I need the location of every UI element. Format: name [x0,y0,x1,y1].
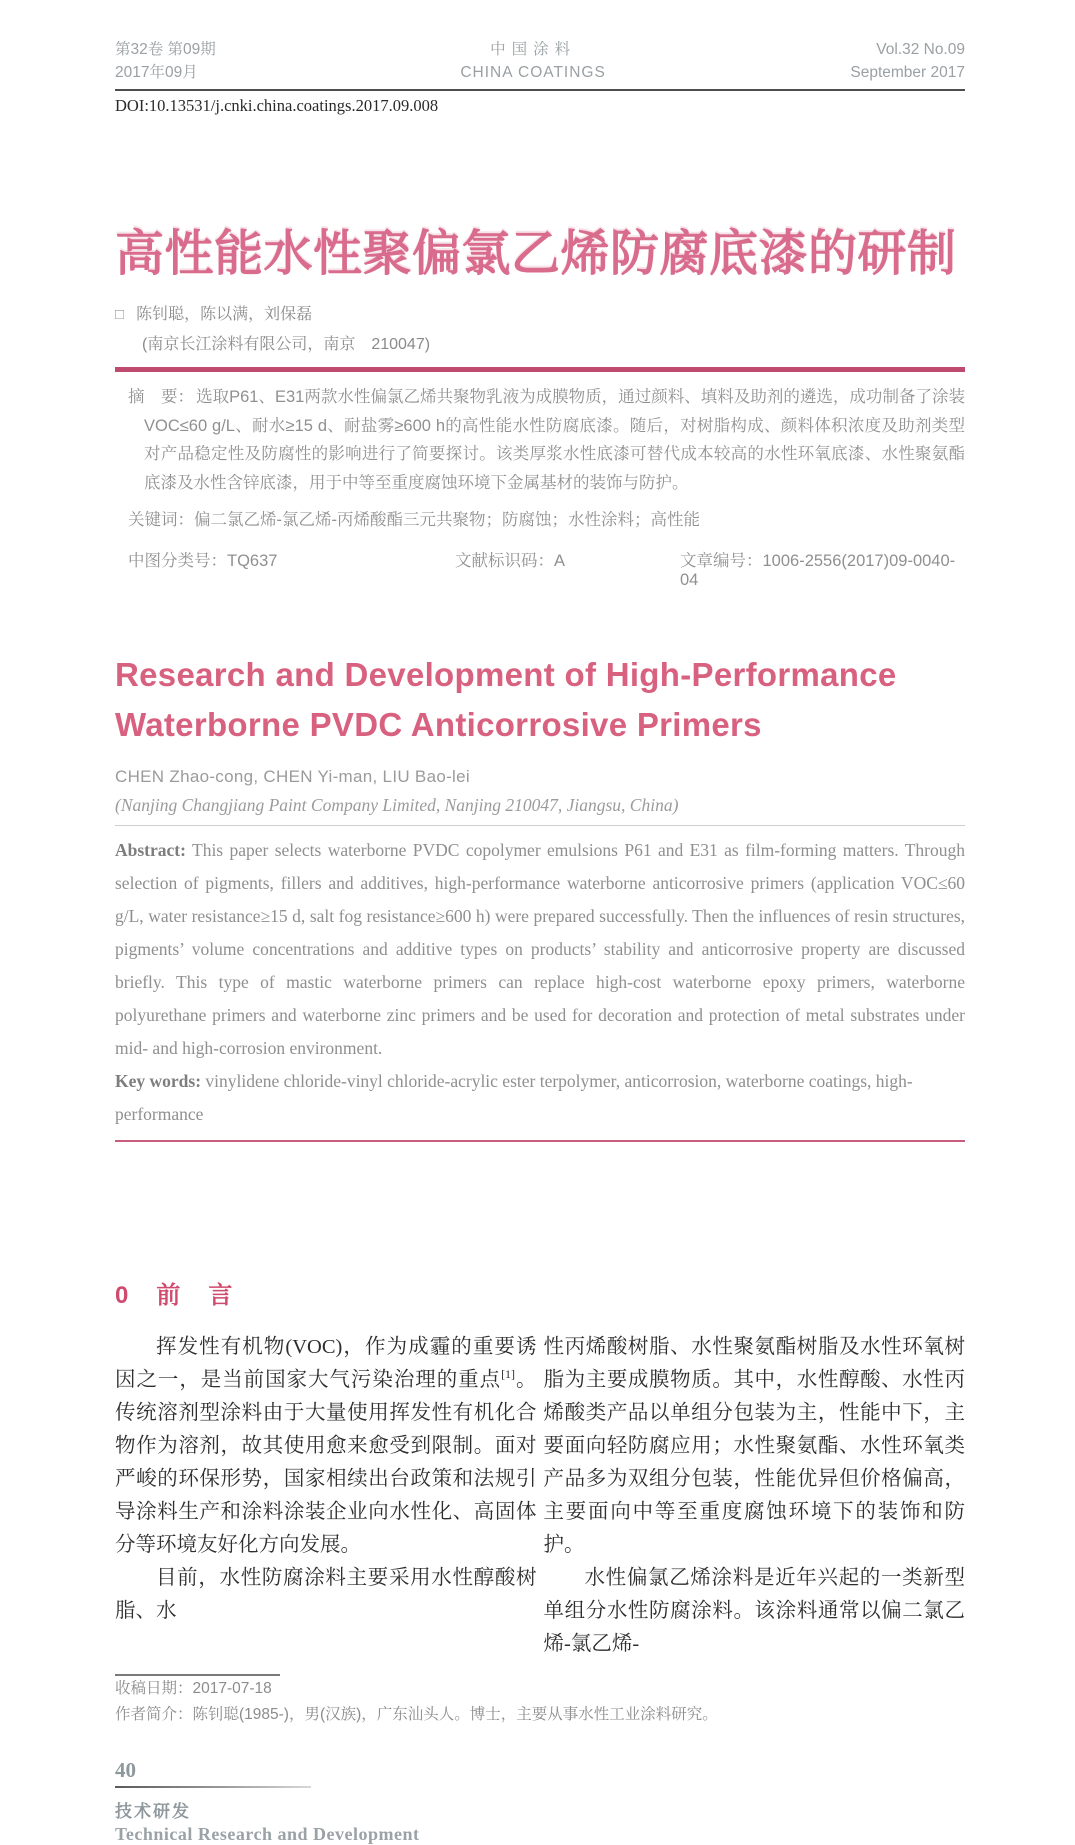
column-name-zh: 技术研发 [115,1802,191,1821]
paper-title-zh: 高性能水性聚偏氯乙烯防腐底漆的研制 [115,227,957,281]
date-en: September 2017 [850,64,965,81]
author-bio: 作者简介：陈钊聪(1985-)，男(汉族)，广东汕头人。博士，主要从事水性工业涂料研究。 [115,1706,718,1723]
keywords-text-en: vinylidene chloride-vinyl chloride-acrylic ester terpolymer, anticorrosion, waterborne coatings, high-performance [115,1071,913,1124]
authors-zh [115,301,965,324]
paragraph [115,1331,537,1562]
paragraph-text: 挥发性有机物(VOC)，作为成霾的重要诱因之一，是当前国家大气污染治理的重点 [115,1336,537,1391]
header-center [460,38,605,84]
volume-issue-en: Vol.32 No.09 [876,41,965,58]
citation-ref: [1] [501,1367,516,1382]
paragraph: 性丙烯酸树脂、水性聚氨酯树脂及水性环氧树脂为主要成膜物质。其中，水性醇酸、水性丙烯酸类产品以单组分包装为主，性能中下，主要面向轻防腐应用；水性聚氨酯、水性环氧类产品多为双组分包装，性能优异但价格偏高，主要面向中等至重度腐蚀环境下的装饰和防护。 [543,1336,965,1556]
abstract-text-en: This paper selects waterborne PVDC copolymer emulsions P61 and E31 as film-forming matters. Through selection of pigments, fillers and additives, high-performance waterborne anticorrosive primers (application VOC≤60 g/L, water resistance≥15 d, salt fog resistance≥600 h) were prepared successfully. Then the influences of resin structures, pigments’ volume concentrations and additive types on products’ stability and anticorrosive property are discussed briefly. This type of mastic waterborne primers can replace high-cost waterborne epoxy primers, waterborne polyurethane primers and waterborne zinc primers and be used for decoration and protection of metal substrates under mid- and high-corrosion environment. [115,840,965,1058]
affiliation-rule [115,825,965,826]
paragraph-text: 。传统溶剂型涂料由于大量使用挥发性有机化合物作为溶剂，故其使用愈来愈受到限制。面对严峻的环保形势，国家相续出台政策和法规引导涂料生产和涂料涂装企业向水性化、高固体分等环境友好化方向发展。 [115,1369,537,1556]
body-column-right [544,1331,966,1661]
column-name-en: Technical Research and Development [115,1824,420,1844]
header-rule [115,89,965,91]
header-left [115,38,216,84]
section-heading-intro: 0 前 言 [115,1282,235,1309]
author-box-icon: □ [115,306,125,323]
body-columns [115,1331,965,1661]
affiliation-zh: (南京长江涂料有限公司，南京 210047) [142,336,431,353]
meta-zh [128,383,965,590]
rose-divider-bar [115,367,965,372]
keywords-label-en: Key words: [115,1071,202,1091]
date-zh: 2017年09月 [115,64,198,81]
abstract-label-en: Abstract: [115,840,186,860]
classification-row [128,547,965,590]
page-number-rule [115,1786,311,1788]
abstract-text-zh: 选取P61、E31两款水性偏氯乙烯共聚物乳液为成膜物质，通过颜料、填料及助剂的遴选，成功制备了涂装VOC≤60 g/L、耐水≥15 d、耐盐雾≥600 h的高性能水性防腐底漆。随后，对树脂构成、颜料体积浓度及助剂类型对产品稳定性及防腐性的影响进行了简要探讨。该类厚浆水性底漆可替代成本较高的水性环氧底漆、水性聚氨酯底漆及水性含锌底漆，用于中等至重度腐蚀环境下金属基材的装饰与防护。 [144,388,966,492]
abstract-en [115,834,965,1065]
journal-header [115,38,965,84]
paragraph: 目前，水性防腐涂料主要采用水性醇酸树脂、水 [115,1567,537,1622]
volume-issue-zh: 第32卷 第09期 [115,41,216,58]
journal-name-en: CHINA COATINGS [460,64,606,81]
article-id: 文章编号：1006-2556(2017)09-0040-04 [680,552,956,589]
clc-number: 中图分类号：TQ637 [128,552,278,570]
page-number: 40 [115,1758,136,1782]
affiliation-en: (Nanjing Changjiang Paint Company Limited, Nanjing 210047, Jiangsu, China) [115,795,679,815]
abstract-label-zh: 摘 要： [128,388,195,406]
abstract-zh [128,383,965,497]
doi: DOI:10.13531/j.cnki.china.coatings.2017.09.008 [115,96,439,115]
paper-title-en [115,650,965,750]
title-en-line2: Waterborne PVDC Anticorrosive Primers [115,706,762,743]
rose-rule-thin [115,1140,965,1142]
received-date: 收稿日期：2017-07-18 [115,1680,272,1697]
journal-name-zh: 中国涂料 [490,41,577,58]
title-en-line1: Research and Development of High-Performance [115,656,897,693]
header-right [850,38,965,84]
paragraph: 水性偏氯乙烯涂料是近年兴起的一类新型单组分水性防腐涂料。该涂料通常以偏二氯乙烯-氯乙烯- [543,1567,965,1655]
author-names-zh: 陈钊聪，陈以满，刘保磊 [136,306,313,323]
document-code: 文献标识码：A [455,552,566,570]
keywords-en [115,1065,965,1131]
keywords-zh: 关键词：偏二氯乙烯-氯乙烯-丙烯酸酯三元共聚物；防腐蚀；水性涂料；高性能 [128,511,700,529]
authors-en: CHEN Zhao-cong, CHEN Yi-man, LIU Bao-lei [115,767,470,786]
body-column-left [115,1331,537,1661]
